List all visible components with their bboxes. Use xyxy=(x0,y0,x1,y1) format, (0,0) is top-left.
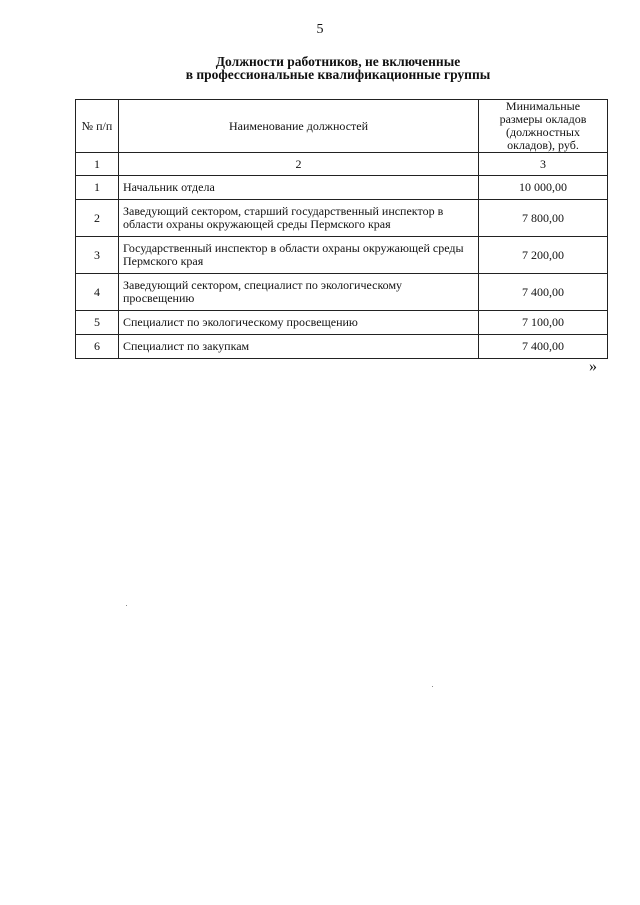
position-name: Заведующий сектором, старший государственный инспектор в области охраны окружающей среды Пермского края xyxy=(119,200,479,237)
table-row xyxy=(76,335,608,359)
salary-value: 7 200,00 xyxy=(479,237,608,274)
salary-value: 7 100,00 xyxy=(479,311,608,335)
table-header-row xyxy=(76,100,608,153)
row-number: 1 xyxy=(76,176,119,200)
position-name: Специалист по закупкам xyxy=(119,335,479,359)
document-title xyxy=(0,55,640,81)
table-row xyxy=(76,237,608,274)
salary-value: 10 000,00 xyxy=(479,176,608,200)
scan-speck xyxy=(126,605,127,606)
table-row xyxy=(76,176,608,200)
position-name: Государственный инспектор в области охраны окружающей среды Пермского края xyxy=(119,237,479,274)
salary-value: 7 400,00 xyxy=(479,335,608,359)
column-number: 2 xyxy=(119,153,479,176)
header-number: № п/п xyxy=(76,100,119,153)
column-number: 1 xyxy=(76,153,119,176)
position-name: Заведующий сектором, специалист по экологическому просвещению xyxy=(119,274,479,311)
salary-value: 7 800,00 xyxy=(479,200,608,237)
table-row xyxy=(76,274,608,311)
row-number: 6 xyxy=(76,335,119,359)
position-name: Начальник отдела xyxy=(119,176,479,200)
position-name: Специалист по экологическому просвещению xyxy=(119,311,479,335)
page-number: 5 xyxy=(316,22,324,37)
row-number: 4 xyxy=(76,274,119,311)
title-line-2: в профессиональные квалификационные группы xyxy=(185,67,491,82)
column-number: 3 xyxy=(479,153,608,176)
row-number: 2 xyxy=(76,200,119,237)
row-number: 3 xyxy=(76,237,119,274)
scan-speck xyxy=(432,686,433,687)
row-number: 5 xyxy=(76,311,119,335)
closing-quote-mark: » xyxy=(589,358,597,375)
table-row xyxy=(76,311,608,335)
header-salary: Минимальные размеры окладов (должностных окладов), руб. xyxy=(479,100,608,153)
column-number-row xyxy=(76,153,608,176)
positions-table xyxy=(75,99,608,359)
table-row xyxy=(76,200,608,237)
title-line-1: Должности работников, не включенные xyxy=(215,54,461,69)
header-position-name: Наименование должностей xyxy=(119,100,479,153)
salary-value: 7 400,00 xyxy=(479,274,608,311)
